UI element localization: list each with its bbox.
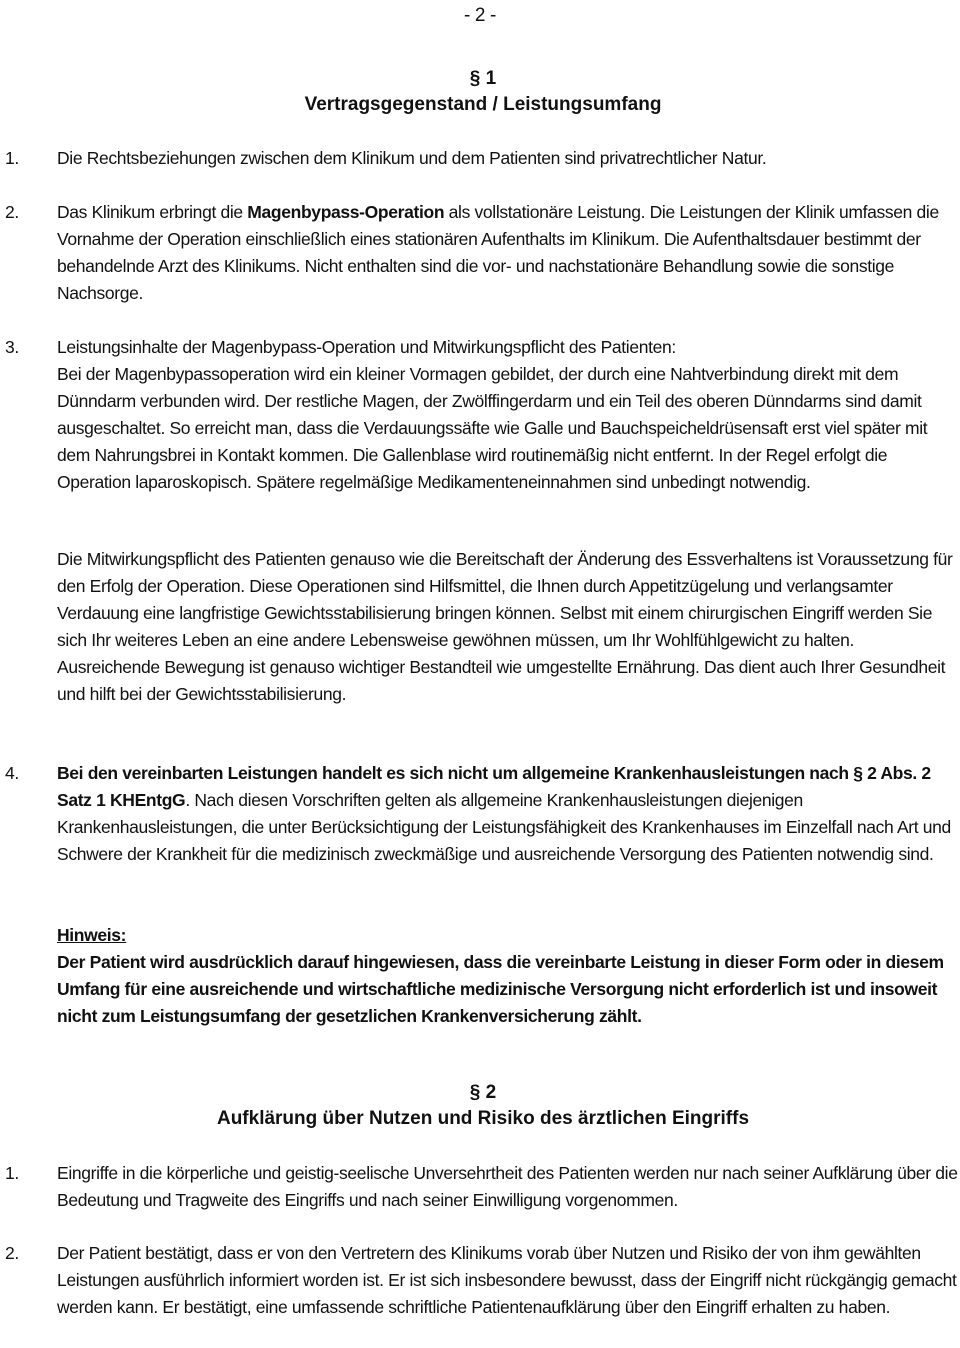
item-text <box>57 199 960 307</box>
item-text <box>57 760 960 868</box>
item-text-bold: Bei den vereinbarten Leistungen handelt es sich nicht um allgemeine Krankenhausleistungen nach § 2 Abs. 2 Satz 1 KHEntgG <box>57 763 931 810</box>
section-2-heading <box>0 1080 960 1132</box>
item-number: 1. <box>5 1163 19 1183</box>
hinweis-text: Der Patient wird ausdrücklich darauf hingewiesen, dass die vereinbarte Leistung in dieser Form oder in diesem Umfang für eine ausreichende und wirtschaftliche medizinische Versorgung nicht erforderlich ist und insoweit nicht zum Leistungsumfang der gesetzlichen Krankenversicherung zählt. <box>57 952 944 1026</box>
item-text-post: . Nach diesen Vorschriften gelten als allgemeine Krankenhausleistungen diejenigen Krankenhausleistungen, die unter Berücksichtigung der Leistungsfähigkeit des Krankenhauses im Einzelfall nach Art und Schwere der Krankheit für die medizinisch zweckmäßige und ausreichende Versorgung des Patienten notwendig sind. <box>57 790 951 864</box>
section-1-item-3-text: Bei der Magenbypassoperation wird ein kleiner Vormagen gebildet, der durch eine Nahtverbindung direkt mit dem Dünndarm verbunden wird. Der restliche Magen, der Zwölffingerdarm und ein Teil des oberen Dünndarms sind damit ausgeschaltet. So erreicht man, dass die Verdauungssäfte wie Galle und Bauchspeicheldrüsensaft erst viel später mit dem Nahrungsbrei in Kontakt kommen. Die Gallenblase wird routinemäßig nicht entfernt. In der Regel erfolgt die Operation laparoskopisch. Spätere regelmäßige Medikamenteneinnahmen sind unbedingt notwendig. <box>57 364 928 492</box>
item-text-bold: Magenbypass-Operation <box>247 202 445 222</box>
section-1-item-3 <box>5 334 960 361</box>
section-1-item-3-text-2: Die Mitwirkungspflicht des Patienten genauso wie die Bereitschaft der Änderung des Essverhaltens ist Voraussetzung für den Erfolg der Operation. Diese Operationen sind Hilfsmittel, die Ihnen durch Appetitzügelung und verlangsamter Verdauung eine langfristige Gewichtsstabilisierung bringen können. Selbst mit einem chirurgischen Eingriff werden Sie sich Ihr weiteres Leben an eine andere Lebensweise gewöhnen müssen, um Ihr Wohlfühlgewicht zu halten. Ausreichende Bewegung ist genauso wichtiger Bestandteil wie umgestellte Ernährung. Das dient auch Ihrer Gesundheit und hilft bei der Gewichtsstabilisierung. <box>57 549 953 704</box>
page-number: - 2 - <box>463 5 497 26</box>
hinweis-label: Hinweis: <box>57 925 127 945</box>
item-number: 2. <box>5 202 19 222</box>
item-number: 4. <box>5 763 19 783</box>
section-1-title: Vertragsgegenstand / Leistungsumfang <box>304 94 662 115</box>
section-2-item-1 <box>5 1160 960 1214</box>
item-number: 3. <box>5 337 19 357</box>
item-text-pre: Das Klinikum erbringt die <box>57 202 248 222</box>
section-1-item-4 <box>5 760 960 868</box>
item-text: Die Rechtsbeziehungen zwischen dem Klinikum und dem Patienten sind privatrechtlicher Natur. <box>57 148 767 168</box>
section-1-item-2 <box>5 199 960 307</box>
item-number: 1. <box>5 148 19 168</box>
item-heading: Leistungsinhalte der Magenbypass-Operation und Mitwirkungspflicht des Patienten: <box>57 337 676 357</box>
section-1-heading <box>0 66 960 118</box>
item-text: Eingriffe in die körperliche und geistig-seelische Unversehrtheit des Patienten werden nur nach seiner Aufklärung über die Bedeutung und Tragweite des Eingriffs und nach seiner Einwilligung vorgenommen. <box>57 1163 958 1210</box>
section-2-item-2 <box>5 1240 960 1321</box>
item-text: Der Patient bestätigt, dass er von den Vertretern des Klinikums vorab über Nutzen und Risiko der von ihm gewählten Leistungen ausführlich informiert worden ist. Er ist sich insbesondere bewusst, dass der Eingriff nicht rückgängig gemacht werden kann. Er bestätigt, eine umfassende schriftliche Patientenaufklärung über den Eingriff erhalten zu haben. <box>57 1243 957 1317</box>
section-1-item-1 <box>5 145 960 172</box>
hinweis-block <box>57 922 960 1030</box>
section-2-sign: § 2 <box>469 1082 497 1103</box>
section-2-title: Aufklärung über Nutzen und Risiko des ärztlichen Eingriffs <box>216 1108 750 1129</box>
section-1-sign: § 1 <box>469 68 497 89</box>
item-text-post: als vollstationäre Leistung. Die Leistungen der Klinik umfassen die Vornahme der Operation einschließlich eines stationären Aufenthalts im Klinikum. Die Aufenthaltsdauer bestimmt der behandelnde Arzt des Klinikums. Nicht enthalten sind die vor- und nachstationäre Behandlung sowie die sonstige Nachsorge. <box>57 202 939 303</box>
item-number: 2. <box>5 1243 19 1263</box>
